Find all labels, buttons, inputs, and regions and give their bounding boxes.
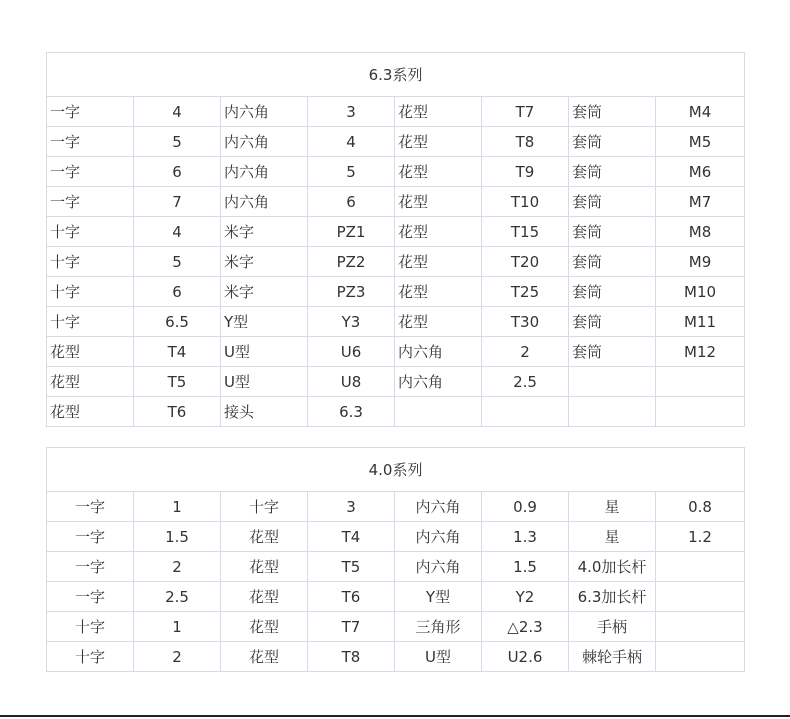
series-4-0-table [46, 447, 745, 672]
table-cell [656, 552, 745, 582]
table-cell: 0.8 [656, 492, 745, 522]
table-cell: 0.9 [482, 492, 569, 522]
table-cell: 一字 [47, 97, 134, 127]
table-cell: 十字 [47, 247, 134, 277]
table-cell [656, 397, 745, 427]
series-6-3-row [47, 157, 745, 187]
table-cell: 一字 [47, 552, 134, 582]
table-cell: U6 [308, 337, 395, 367]
table-cell: T25 [482, 277, 569, 307]
table-cell: 十字 [47, 217, 134, 247]
table-cell: 6.5 [134, 307, 221, 337]
table-cell [656, 582, 745, 612]
table-cell: T6 [134, 397, 221, 427]
table-cell: 内六角 [395, 522, 482, 552]
series-4-0-row [47, 642, 745, 672]
table-cell: 2 [134, 552, 221, 582]
series-4-0-row [47, 492, 745, 522]
series-4-0-row [47, 612, 745, 642]
table-cell: 一字 [47, 157, 134, 187]
table-cell: T5 [134, 367, 221, 397]
table-cell: 4 [134, 217, 221, 247]
table-cell: 2 [482, 337, 569, 367]
table-cell: 花型 [47, 397, 134, 427]
table-cell: Y3 [308, 307, 395, 337]
table-cell: 1.2 [656, 522, 745, 552]
table-cell: 花型 [395, 217, 482, 247]
table-cell: 米字 [221, 277, 308, 307]
table-cell: M5 [656, 127, 745, 157]
table-cell: T30 [482, 307, 569, 337]
table-cell: T8 [308, 642, 395, 672]
table-cell: 花型 [395, 307, 482, 337]
series-6-3-row [47, 397, 745, 427]
series-6-3-row [47, 187, 745, 217]
table-cell [656, 367, 745, 397]
table-cell: 1 [134, 492, 221, 522]
table-cell: 6 [134, 157, 221, 187]
series-6-3-row [47, 307, 745, 337]
table-cell: M11 [656, 307, 745, 337]
series-6-3-table [46, 52, 745, 427]
table-cell: T9 [482, 157, 569, 187]
table-cell: 7 [134, 187, 221, 217]
table-cell: 一字 [47, 582, 134, 612]
table-cell: T7 [482, 97, 569, 127]
series-6-3-row [47, 97, 745, 127]
table-cell: 4.0加长杆 [569, 552, 656, 582]
table-cell: 1.3 [482, 522, 569, 552]
table-cell: 2.5 [482, 367, 569, 397]
table-cell: 一字 [47, 187, 134, 217]
table-cell: 4 [134, 97, 221, 127]
table-cell: 内六角 [395, 367, 482, 397]
table-cell: 内六角 [221, 127, 308, 157]
table-cell: PZ2 [308, 247, 395, 277]
table-cell [656, 612, 745, 642]
table-cell: 3 [308, 492, 395, 522]
table-cell: 2 [134, 642, 221, 672]
series-6-3-row [47, 277, 745, 307]
bottom-divider [0, 715, 790, 717]
table-cell: 棘轮手柄 [569, 642, 656, 672]
table-cell: 套筒 [569, 217, 656, 247]
table-cell: 5 [134, 247, 221, 277]
table-cell: T6 [308, 582, 395, 612]
table-cell [569, 367, 656, 397]
table-cell: M6 [656, 157, 745, 187]
table-cell: T8 [482, 127, 569, 157]
series-6-3-title: 6.3系列 [47, 53, 745, 97]
table-cell: 套筒 [569, 157, 656, 187]
series-4-0-row [47, 522, 745, 552]
table-cell: 花型 [395, 187, 482, 217]
table-cell: 花型 [395, 127, 482, 157]
table-cell: U型 [221, 367, 308, 397]
table-cell: △2.3 [482, 612, 569, 642]
table-cell: 套筒 [569, 127, 656, 157]
table-cell: 十字 [47, 612, 134, 642]
table-cell: 星 [569, 492, 656, 522]
table-cell: T4 [308, 522, 395, 552]
table-cell: U型 [221, 337, 308, 367]
table-cell: 内六角 [395, 552, 482, 582]
table-cell: 花型 [395, 277, 482, 307]
table-cell: 一字 [47, 522, 134, 552]
table-cell: Y型 [221, 307, 308, 337]
table-cell: 花型 [221, 552, 308, 582]
table-cell: M12 [656, 337, 745, 367]
table-cell: 1.5 [134, 522, 221, 552]
table-cell: 三角形 [395, 612, 482, 642]
table-cell: 米字 [221, 217, 308, 247]
table-cell: 1 [134, 612, 221, 642]
table-cell: T5 [308, 552, 395, 582]
table-cell: Y型 [395, 582, 482, 612]
table-cell: 内六角 [395, 492, 482, 522]
series-4-0-title: 4.0系列 [47, 448, 745, 492]
table-cell: 花型 [221, 522, 308, 552]
table-cell: 十字 [221, 492, 308, 522]
table-cell: 米字 [221, 247, 308, 277]
table-cell: 1.5 [482, 552, 569, 582]
table-cell: 花型 [47, 367, 134, 397]
table-cell: 6.3加长杆 [569, 582, 656, 612]
table-cell: 手柄 [569, 612, 656, 642]
table-cell: 6 [308, 187, 395, 217]
table-cell: M7 [656, 187, 745, 217]
series-6-3-row [47, 247, 745, 277]
table-cell: 十字 [47, 277, 134, 307]
series-6-3-row [47, 127, 745, 157]
series-6-3-row [47, 367, 745, 397]
table-cell: 花型 [395, 247, 482, 277]
table-cell [482, 397, 569, 427]
table-cell: 5 [308, 157, 395, 187]
table-cell: T20 [482, 247, 569, 277]
table-cell: 套筒 [569, 337, 656, 367]
table-cell: 3 [308, 97, 395, 127]
table-cell: M10 [656, 277, 745, 307]
table-cell [656, 642, 745, 672]
table-cell: 一字 [47, 492, 134, 522]
table-cell: M8 [656, 217, 745, 247]
table-cell: M9 [656, 247, 745, 277]
table-cell: T15 [482, 217, 569, 247]
table-cell: 花型 [221, 642, 308, 672]
table-cell: U2.6 [482, 642, 569, 672]
table-cell: 内六角 [395, 337, 482, 367]
series-4-0-row [47, 552, 745, 582]
table-cell [569, 397, 656, 427]
table-cell: 花型 [47, 337, 134, 367]
table-cell: 花型 [221, 612, 308, 642]
table-cell: 5 [134, 127, 221, 157]
table-cell: 6 [134, 277, 221, 307]
table-cell: 花型 [221, 582, 308, 612]
table-cell: U8 [308, 367, 395, 397]
table-cell: 套筒 [569, 247, 656, 277]
table-cell: 套筒 [569, 307, 656, 337]
table-cell: M4 [656, 97, 745, 127]
table-cell: 星 [569, 522, 656, 552]
table-cell: Y2 [482, 582, 569, 612]
table-cell: 套筒 [569, 97, 656, 127]
table-cell: 接头 [221, 397, 308, 427]
table-cell: 十字 [47, 307, 134, 337]
table-cell: 内六角 [221, 157, 308, 187]
series-4-0-row [47, 582, 745, 612]
table-cell: 6.3 [308, 397, 395, 427]
table-cell: 套筒 [569, 187, 656, 217]
series-6-3-row [47, 217, 745, 247]
table-cell: 一字 [47, 127, 134, 157]
table-cell: 花型 [395, 157, 482, 187]
table-cell: 4 [308, 127, 395, 157]
table-cell: 十字 [47, 642, 134, 672]
table-cell: 套筒 [569, 277, 656, 307]
table-cell: U型 [395, 642, 482, 672]
table-cell: T10 [482, 187, 569, 217]
table-cell: 内六角 [221, 187, 308, 217]
table-cell: T7 [308, 612, 395, 642]
table-cell: PZ1 [308, 217, 395, 247]
table-cell: 2.5 [134, 582, 221, 612]
table-cell: T4 [134, 337, 221, 367]
table-cell [395, 397, 482, 427]
table-cell: 花型 [395, 97, 482, 127]
series-6-3-row [47, 337, 745, 367]
table-cell: 内六角 [221, 97, 308, 127]
table-cell: PZ3 [308, 277, 395, 307]
